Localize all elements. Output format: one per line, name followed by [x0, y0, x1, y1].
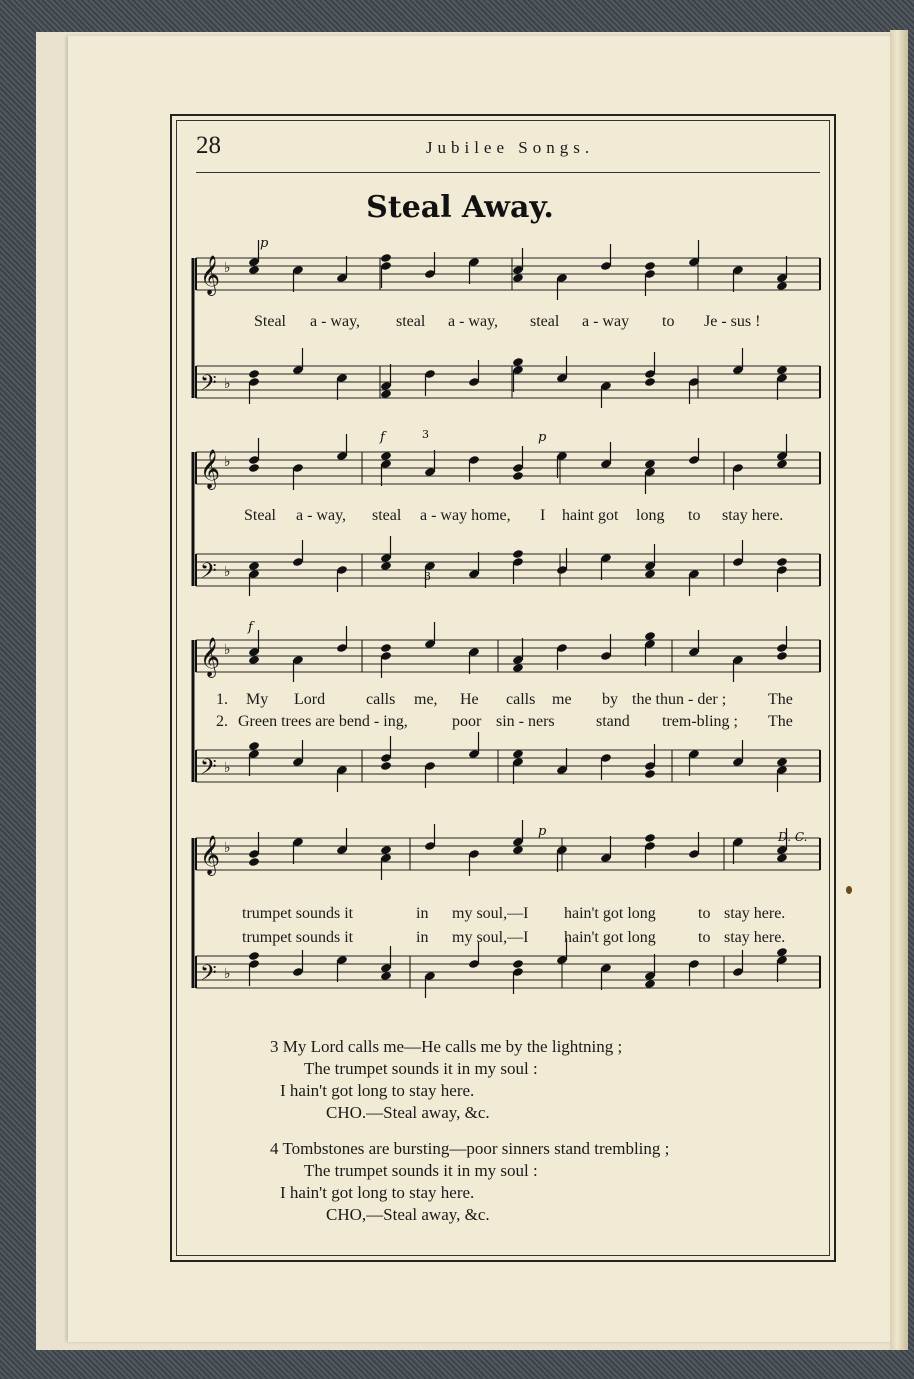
lyric-word: steal — [530, 313, 560, 330]
note-head — [776, 281, 788, 291]
note-head — [776, 365, 788, 375]
note-head — [248, 265, 260, 275]
lyric-word: He — [460, 691, 479, 708]
note-head — [512, 663, 524, 673]
binding-mark — [846, 886, 852, 894]
dynamic-marking: p — [538, 430, 547, 445]
note-head — [776, 459, 788, 469]
note-head — [776, 757, 788, 767]
da-capo-marking: D. C. — [778, 830, 808, 844]
lyric-word: me, — [414, 691, 438, 708]
stanza-line: 4 Tombstones are bursting—poor sinners stand trembling ; — [270, 1139, 670, 1158]
lyric-word: hain't got long — [564, 905, 656, 922]
dynamic-marking: p — [260, 236, 269, 251]
key-signature-flat: ♭ — [224, 966, 231, 982]
dynamic-marking: f — [248, 620, 253, 635]
treble-clef: 𝄞 — [200, 255, 221, 295]
treble-clef: 𝄞 — [200, 835, 221, 875]
lyric-word: a - way — [582, 313, 630, 330]
note-head — [248, 951, 260, 961]
stanza-line: The trumpet sounds it in my soul : — [304, 1059, 538, 1078]
note-head — [248, 369, 260, 379]
header-rule — [196, 172, 820, 173]
note-head — [380, 971, 392, 981]
treble-clef: 𝄞 — [200, 637, 221, 677]
lyric-word: steal — [396, 313, 426, 330]
note-head — [380, 253, 392, 263]
bass-clef: 𝄢 — [200, 559, 217, 589]
stanza-line: I hain't got long to stay here. — [280, 1183, 475, 1202]
lyric-word: by — [602, 691, 618, 708]
lyric-word: Steal — [244, 507, 276, 524]
note-head — [644, 569, 656, 579]
stanza-chorus: CHO.—Steal away, &c. — [326, 1103, 490, 1122]
note-head — [512, 471, 524, 481]
stanza-line: The trumpet sounds it in my soul : — [304, 1161, 538, 1180]
lyric-word: calls — [506, 691, 536, 708]
note-head — [512, 959, 524, 969]
lyric-word: The — [768, 691, 793, 708]
lyric-word: trumpet sounds it — [242, 905, 354, 922]
key-signature-flat: ♭ — [224, 376, 231, 392]
lyric-word: in — [416, 905, 429, 922]
song-title: Steal Away. — [366, 190, 554, 225]
key-signature-flat: ♭ — [224, 564, 231, 580]
stanza-chorus: CHO,—Steal away, &c. — [326, 1205, 490, 1224]
lyric-word: stand — [596, 713, 630, 730]
lyric-word: haint got — [562, 507, 619, 524]
note-head — [248, 561, 260, 571]
lyric-word: calls — [366, 691, 396, 708]
verse-number: 1. — [216, 691, 228, 708]
lyric-word: a - way home, — [420, 507, 511, 524]
lyric-word: poor — [452, 713, 482, 730]
note-head — [644, 459, 656, 469]
lyric-word: My — [246, 691, 269, 708]
lyric-word: sin - ners — [496, 713, 555, 730]
note-head — [776, 947, 788, 957]
lyric-word: to — [698, 905, 711, 922]
note-head — [644, 261, 656, 271]
note-head — [644, 979, 656, 989]
treble-clef: 𝄞 — [200, 449, 221, 489]
note-head — [644, 631, 656, 641]
lyric-word: trumpet sounds it — [242, 929, 354, 946]
note-head — [776, 557, 788, 567]
stanza-line: I hain't got long to stay here. — [280, 1081, 475, 1100]
lyric-word: a - way, — [448, 313, 499, 330]
lyric-word: stay here. — [724, 905, 786, 922]
triplet-marking: 3 — [424, 570, 431, 583]
triplet-marking: 3 — [422, 428, 429, 441]
dynamic-marking: f — [380, 430, 385, 445]
note-head — [512, 273, 524, 283]
note-head — [380, 389, 392, 399]
note-head — [644, 769, 656, 779]
note-head — [512, 549, 524, 559]
bass-clef: 𝄢 — [200, 961, 217, 991]
note-head — [644, 377, 656, 387]
note-head — [380, 845, 392, 855]
lyric-word: to — [698, 929, 711, 946]
note-head — [380, 561, 392, 571]
note-head — [512, 357, 524, 367]
dynamic-marking: p — [538, 824, 547, 839]
lyric-word: stay here. — [724, 929, 786, 946]
lyric-word: steal — [372, 507, 402, 524]
lyric-word: to — [662, 313, 675, 330]
stanza-line: 3 My Lord calls me—He calls me by the lightning ; — [270, 1037, 623, 1056]
lyric-word: I — [540, 507, 546, 524]
note-head — [380, 761, 392, 771]
bass-clef: 𝄢 — [200, 371, 217, 401]
lyric-word: Steal — [254, 313, 286, 330]
lyric-word: me — [552, 691, 572, 708]
lyric-word: my soul,—I — [452, 905, 529, 922]
lyric-word: trem-bling ; — [662, 713, 738, 730]
key-signature-flat: ♭ — [224, 760, 231, 776]
note-head — [644, 833, 656, 843]
page-edge — [890, 30, 908, 1350]
note-head — [248, 857, 260, 867]
lyric-word: Green trees are bend - ing, — [238, 713, 408, 730]
lyric-word: a - way, — [296, 507, 347, 524]
bass-clef: 𝄢 — [200, 755, 217, 785]
lyric-word: my soul,—I — [452, 929, 529, 946]
note-head — [248, 741, 260, 751]
key-signature-flat: ♭ — [224, 642, 231, 658]
key-signature-flat: ♭ — [224, 454, 231, 470]
note-head — [380, 451, 392, 461]
lyric-word: a - way, — [310, 313, 361, 330]
verse-number: 2. — [216, 713, 228, 730]
note-head — [248, 463, 260, 473]
lyric-word: stay here. — [722, 507, 784, 524]
key-signature-flat: ♭ — [224, 260, 231, 276]
lyric-word: hain't got long — [564, 929, 656, 946]
lyric-word: the thun - der ; — [632, 691, 727, 708]
lyric-word: in — [416, 929, 429, 946]
lyric-word: The — [768, 713, 793, 730]
note-head — [380, 643, 392, 653]
lyric-word: long — [636, 507, 665, 524]
page-number: 28 — [196, 132, 221, 159]
running-title: Jubilee Songs. — [425, 138, 595, 157]
note-head — [512, 845, 524, 855]
note-head — [776, 651, 788, 661]
note-head — [512, 749, 524, 759]
lyric-word: Lord — [294, 691, 326, 708]
lyric-word: to — [688, 507, 701, 524]
lyric-word: Je - sus ! — [704, 313, 761, 330]
key-signature-flat: ♭ — [224, 840, 231, 856]
note-head — [248, 655, 260, 665]
note-head — [776, 853, 788, 863]
